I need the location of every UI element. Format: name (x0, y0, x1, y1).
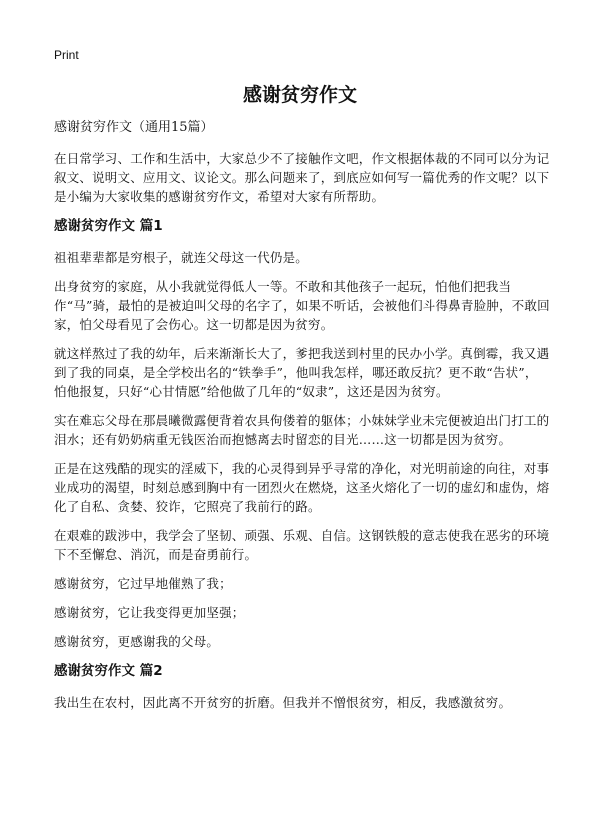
section-paragraph: 祖祖辈辈都是穷根子，就连父母这一代仍是。 (54, 250, 309, 265)
section-2 (54, 661, 550, 712)
section-paragraph: 就这样熬过了我的幼年，后来渐渐长大了，爹把我送到村里的民办小学。真倒霉，我又遇到了我的同桌，是全学校出名的“铁拳手”，他叫我怎样，哪还敢反抗？更不敢“告状”，怕他报复，只好“心甘情愿”给他做了几年的“奴隶”，这还是因为贫穷。 (54, 346, 550, 399)
section-heading: 感谢贫穷作文 篇1 (54, 218, 163, 234)
section-paragraph: 实在难忘父母在那晨曦微露便背着农具佝偻着的躯体；小妹妹学业未完便被迫出门打工的泪水；还有奶奶病重无钱医治而抱憾离去时留恋的目光……这一切都是因为贫穷。 (54, 413, 550, 447)
print-link[interactable]: Print (54, 48, 79, 62)
section-heading: 感谢贫穷作文 篇2 (54, 663, 163, 679)
section-paragraph: 出身贫穷的家庭，从小我就觉得低人一等。不敢和其他孩子一起玩，怕他们把我当作“马”骑，最怕的是被迫叫父母的名字了，如果不听话，会被他们斗得鼻青脸肿，不敢回家，怕父母看见了会伤心。这一切都是因为贫穷。 (54, 279, 550, 332)
article-body (54, 119, 550, 722)
section-1 (54, 216, 550, 651)
section-paragraph: 正是在这残酷的现实的淫威下，我的心灵得到异乎寻常的净化，对光明前途的向往，对事业成功的渴望，时刻总感到胸中有一团烈火在燃烧，这圣火熔化了一切的虚幻和虚伪，熔化了自私、贪婪、狡诈，它照亮了我前行的路。 (54, 461, 550, 514)
section-paragraph: 在艰难的跋涉中，我学会了坚韧、顽强、乐观、自信。这钢铁般的意志使我在恶劣的环境下不至懈怠、消沉，而是奋勇前行。 (54, 528, 550, 562)
intro-paragraph: 在日常学习、工作和生活中，大家总少不了接触作文吧，作文根据体裁的不同可以分为记叙文、说明文、应用文、议论文。那么问题来了，到底应如何写一篇优秀的作文呢？以下是小编为大家收集的感谢贫穷作文，希望对大家有所帮助。 (54, 151, 550, 204)
article-subtitle: 感谢贫穷作文（通用15篇） (54, 120, 214, 135)
section-paragraph: 感谢贫穷，它让我变得更加坚强； (54, 605, 245, 620)
section-paragraph: 感谢贫穷，它过早地催熟了我； (54, 576, 232, 591)
section-paragraph: 我出生在农村，因此离不开贫穷的折磨。但我并不憎恨贫穷，相反，我感激贫穷。 (54, 695, 512, 710)
page-title: 感谢贫穷作文 (242, 84, 357, 106)
section-paragraph: 感谢贫穷，更感谢我的父母。 (54, 634, 220, 649)
